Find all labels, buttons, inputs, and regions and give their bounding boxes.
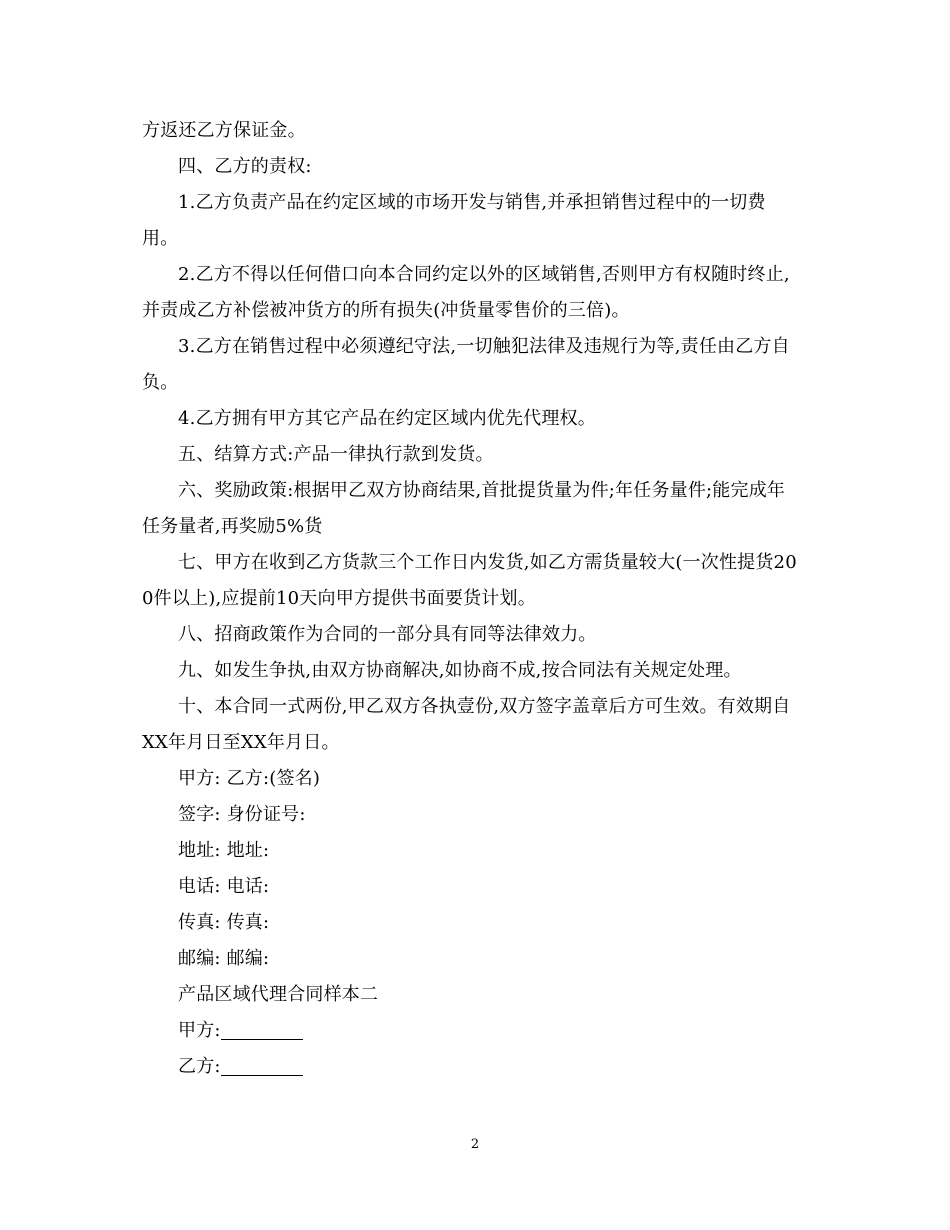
party-a-line: [142, 1013, 802, 1049]
section-validity: 十、本合同一式两份,甲乙双方各执壹份,双方签字盖章后方可生效。有效期自XX年月日至XX年月日。: [142, 696, 791, 753]
signature-id: 签字: 身份证号:: [178, 804, 306, 825]
party-b-line: [142, 1049, 802, 1085]
signature-address: 地址: 地址:: [178, 840, 270, 861]
clause-item-4: 4.乙方拥有甲方其它产品在约定区域内优先代理权。: [178, 408, 596, 429]
section-reward-policy: 六、奖励政策:根据甲乙双方协商结果,首批提货量为件;年任务量件;能完成年任务量者,再奖励5%货: [142, 480, 786, 537]
signature-parties: 甲方: 乙方:(签名): [178, 768, 321, 789]
section-merchant-policy: 八、招商政策作为合同的一部分具有同等法律效力。: [178, 624, 597, 645]
signature-fax: 传真: 传真:: [178, 912, 270, 933]
paragraph-continuation: 方返还乙方保证金。: [142, 120, 306, 141]
document-body: [142, 113, 802, 1085]
section-settlement: 五、结算方式:产品一律执行款到发货。: [178, 444, 494, 465]
signature-phone: 电话: 电话:: [178, 876, 270, 897]
party-b-blank: [221, 1055, 303, 1076]
section-dispute: 九、如发生争执,由双方协商解决,如协商不成,按合同法有关规定处理。: [178, 660, 742, 681]
signature-postcode: 邮编: 邮编:: [178, 948, 270, 969]
clause-item-3: 3.乙方在销售过程中必须遵纪守法,一切触犯法律及违规行为等,责任由乙方自负。: [142, 336, 790, 393]
party-a-blank: [221, 1019, 303, 1040]
party-a-label: 甲方:: [178, 1020, 221, 1041]
clause-item-1: 1.乙方负责产品在约定区域的市场开发与销售,并承担销售过程中的一切费用。: [142, 192, 766, 249]
party-b-label: 乙方:: [178, 1056, 221, 1077]
section-heading-party-b-rights: 四、乙方的责权:: [178, 156, 312, 177]
section-delivery: 七、甲方在收到乙方货款三个工作日内发货,如乙方需货量较大(一次性提货200件以上),应提前10天向甲方提供书面要货计划。: [142, 552, 797, 609]
sample-two-title: 产品区域代理合同样本二: [178, 984, 379, 1005]
page-number: 2: [470, 1137, 480, 1152]
clause-item-2: 2.乙方不得以任何借口向本合同约定以外的区域销售,否则甲方有权随时终止,并责成乙方补偿被冲货方的所有损失(冲货量零售价的三倍)。: [142, 264, 790, 321]
